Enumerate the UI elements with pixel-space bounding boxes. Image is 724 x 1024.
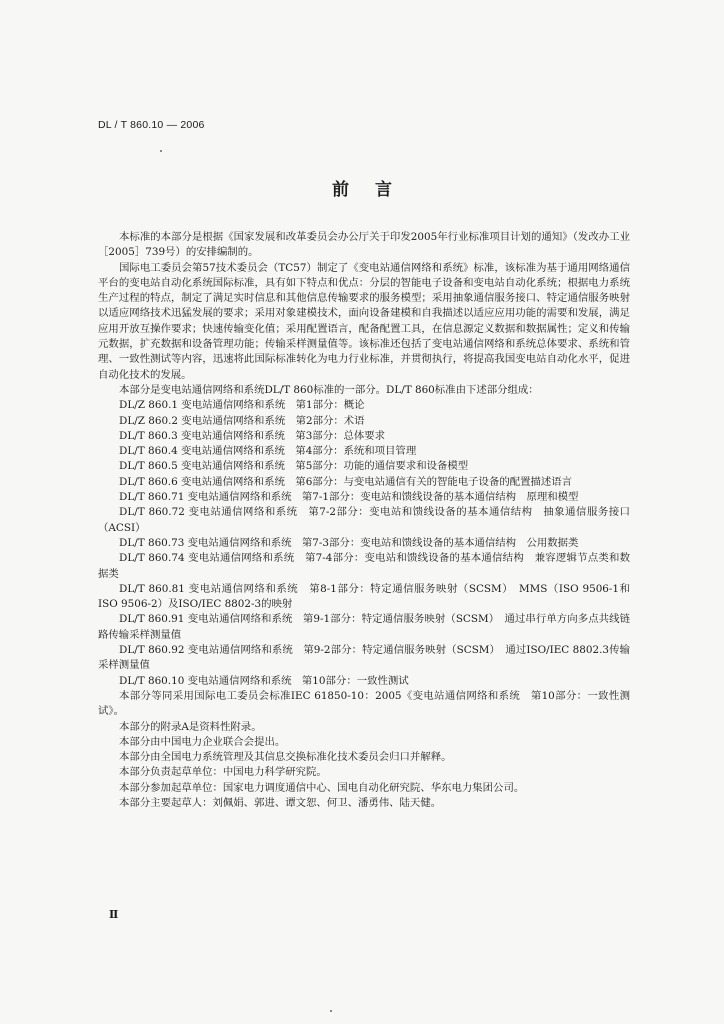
- paragraph: 本部分主要起草人：刘佩娟、郭进、谭文恕、何卫、潘勇伟、陆天健。: [119, 796, 442, 809]
- paragraph: 本部分由全国电力系统管理及其信息交换标准化技术委员会归口并解释。: [119, 751, 452, 764]
- paragraph: 本部分由中国电力企业联合会提出。: [119, 735, 286, 748]
- foreword-body: [98, 230, 630, 811]
- list-item: DL/T 860.81 变电站通信网络和系统 第8-1部分：特定通信服务映射（SCSM） MMS（ISO 9506-1和ISO 9506-2）及ISO/IEC 8802-3的映射: [98, 582, 630, 611]
- list-item: DL/T 860.10 变电站通信网络和系统 第10部分：一致性测试: [119, 674, 409, 687]
- list-item: DL/T 860.6 变电站通信网络和系统 第6部分：与变电站通信有关的智能电子设备的配置描述语言: [119, 475, 573, 488]
- list-item: DL/T 860.71 变电站通信网络和系统 第7-1部分：变电站和馈线设备的基本通信结构 原理和模型: [119, 491, 579, 504]
- paragraph: 本部分负责起草单位：中国电力科学研究院。: [119, 766, 327, 779]
- paragraph: 本部分是变电站通信网络和系统DL/T 860标准的一部分。DL/T 860标准由下述部分组成：: [119, 383, 539, 396]
- paragraph: 本标准的本部分是根据《国家发展和改革委员会办公厅关于印发2005年行业标准项目计划的通知》（发改办工业［2005］739号）的安排编制的。: [98, 231, 630, 259]
- list-item: DL/T 860.72 变电站通信网络和系统 第7-2部分：变电站和馈线设备的基本通信结构 抽象通信服务接口（ACSI）: [98, 506, 630, 534]
- scan-speck: [160, 150, 162, 152]
- list-item: DL/T 860.91 变电站通信网络和系统 第9-1部分：特定通信服务映射（SCSM） 通过串行单方向多点共线链路传输采样测量值: [98, 613, 630, 641]
- list-item: DL/T 860.73 变电站通信网络和系统 第7-3部分：变电站和馈线设备的基本通信结构 公用数据类: [119, 536, 579, 549]
- paragraph: 国际电工委员会第57技术委员会（TC57）制定了《变电站通信网络和系统》标准，该标准为基于通用网络通信平台的变电站自动化系统国际标准，具有如下特点和优点：分层的智能电子设备和变电站自动化系统；根据电力系统生产过程的特点，制定了满足实时信息和其他信息传输要求的服务模型；采用抽象通信服务接口、特定通信服务映射以适应网络技术迅猛发展的要求；采用对象建模技术，面向设备建模和自我描述以适应应用功能的需要和发展，满足应用开放互操作要求；快速传输变化值；采用配置语言，配备配置工具，在信息源定义数据和数据属性；定义和传输元数据，扩充数据和设备管理功能；传输采样测量值等。该标准还包括了变电站通信网络和系统总体要求、系统和管理、一致性测试等内容，迅速将此国际标准转化为电力行业标准，并贯彻执行，将提高我国变电站自动化水平，促进自动化技术的发展。: [98, 261, 630, 381]
- paragraph: 本部分的附录A是资料性附录。: [119, 720, 262, 733]
- paragraph: 本部分参加起草单位：国家电力调度通信中心、国电自动化研究院、华东电力集团公司。: [119, 781, 525, 794]
- list-item: DL/T 860.3 变电站通信网络和系统 第3部分：总体要求: [119, 429, 386, 442]
- page-title: 前言: [332, 180, 418, 200]
- standard-code: DL / T 860.10 — 2006: [98, 119, 205, 131]
- list-item: DL/T 860.74 变电站通信网络和系统 第7-4部分：变电站和馈线设备的基本通信结构 兼容逻辑节点类和数据类: [98, 552, 630, 580]
- list-item: DL/Z 860.1 变电站通信网络和系统 第1部分：概论: [119, 399, 365, 412]
- list-item: DL/Z 860.2 变电站通信网络和系统 第2部分：术语: [119, 414, 365, 427]
- list-item: DL/T 860.5 变电站通信网络和系统 第5部分：功能的通信要求和设备模型: [119, 460, 469, 473]
- scan-speck: [330, 1010, 332, 1012]
- page-number: Ⅱ: [109, 908, 119, 921]
- list-item: DL/T 860.4 变电站通信网络和系统 第4部分：系统和项目管理: [119, 445, 417, 458]
- list-item: DL/T 860.92 变电站通信网络和系统 第9-2部分：特定通信服务映射（SCSM） 通过ISO/IEC 8802.3传输采样测量值: [98, 644, 630, 672]
- paragraph: 本部分等同采用国际电工委员会标准IEC 61850-10：2005《变电站通信网络和系统 第10部分：一致性测试》。: [98, 689, 630, 718]
